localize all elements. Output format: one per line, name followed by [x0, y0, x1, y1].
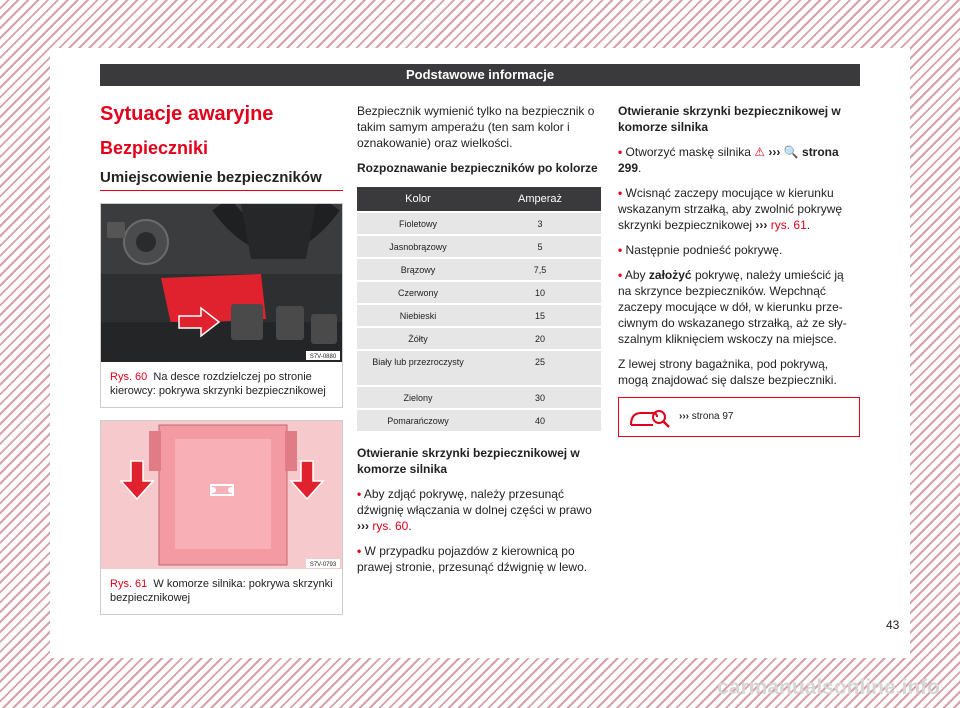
bullet-item: [357, 543, 601, 575]
fuse-color-table: [357, 185, 601, 433]
dashboard-fuse-cover-image: [101, 204, 342, 362]
bullet-icon: •: [618, 243, 623, 257]
figure-60-caption: [101, 362, 342, 407]
table-cell: 25: [479, 351, 601, 385]
paragraph: Z lewej strony bagażnika, pod pokrywą, mogą znajdować się dalsze bezpieczniki.: [618, 357, 837, 387]
bullet-item: • Wcisnąć zaczepy mocujące w kierunku wskazanym strzałką, aby zwolnić pokrywę skrzynki bezpiecznikowej ››› rys. 61.: [618, 186, 843, 232]
bullet-text: Aby zdjąć pokrywę, należy przesunąć dźwignię włączania w dolnej części w prawo: [357, 487, 592, 517]
page-link[interactable]: strona 97: [691, 411, 734, 422]
bullet-text: pokrywę, należy umieścić ją na skrzynce bezpieczników. Wepchnąć zaczepy mocujące w dół, w kierunku przeciwnym do wskazanego strzałką, aż ze słyszalnym kliknięciem wskoczy na miejsce.: [618, 268, 847, 346]
table-row: [357, 328, 601, 349]
figure-link[interactable]: rys. 60: [372, 519, 409, 533]
table-header-amperage: Amperaż: [479, 187, 601, 211]
table-row: [357, 351, 601, 385]
bullet-text: W przypadku pojazdów z kierownicą po prawej stronie, przesunąć dźwignię w lewo.: [357, 544, 588, 574]
bullet-icon: •: [618, 145, 623, 159]
page: [50, 48, 910, 658]
table-cell: Żółty: [357, 328, 479, 349]
figure-code: S7V-0793: [309, 562, 337, 568]
table-row: [357, 410, 601, 431]
bullet-item: [618, 242, 860, 258]
chapter-title: Sytuacje awaryjne: [100, 103, 274, 125]
table-cell: 7,5: [479, 259, 601, 280]
table-cell: 20: [479, 328, 601, 349]
reference-arrows: ›››: [357, 519, 369, 533]
figure-link[interactable]: rys. 61: [770, 218, 807, 232]
bullet-text: Następnie podnieść pokrywę.: [625, 243, 783, 257]
bullet-text: Aby: [624, 268, 646, 282]
engine-fuse-cover-image: [101, 421, 342, 569]
bullet-icon: •: [357, 544, 362, 558]
table-cell: Brązowy: [357, 259, 479, 280]
section-heading: Otwieranie skrzynki bezpiecznikowej w komorze silnika: [357, 446, 580, 476]
table-cell: Jasnobrązowy: [357, 236, 479, 257]
bullet-text-bold: założyć: [648, 268, 692, 282]
note-icon: 🔍: [783, 145, 799, 159]
reference-arrows: ›››: [679, 411, 689, 422]
table-row: [357, 259, 601, 280]
table-cell: 3: [479, 213, 601, 234]
page-number: 43: [886, 618, 900, 632]
table-cell: 15: [479, 305, 601, 326]
section-title: Bezpieczniki: [100, 138, 209, 158]
table-cell: Niebieski: [357, 305, 479, 326]
table-cell: Zielony: [357, 387, 479, 408]
page-header: Podstawowe informacje: [100, 64, 860, 86]
table-row: [357, 305, 601, 326]
page-link[interactable]: strona 299: [618, 145, 839, 175]
table-cell: Fioletowy: [357, 213, 479, 234]
figure-label: Rys. 61: [110, 578, 148, 590]
bullet-icon: •: [618, 186, 623, 200]
subsection-title: Umiejscowienie bezpieczników: [100, 169, 343, 191]
bullet-item: • Otworzyć maskę silnika ⚠ ››› 🔍 strona 299.: [618, 145, 839, 175]
figure-code: S7V-0880: [309, 354, 337, 360]
table-row: [357, 282, 601, 303]
bullet-text: Wcisnąć zaczepy mocujące w kierunku wskazanym strzałką, aby zwolnić pokrywę skrzynki bezpiecznikowej: [618, 186, 843, 232]
note-text: [679, 411, 733, 422]
section-heading: Otwieranie skrzynki bezpiecznikowej w komorze silnika: [618, 104, 841, 134]
bullet-item: [618, 267, 860, 347]
warning-icon: ⚠: [754, 145, 766, 159]
table-cell: 10: [479, 282, 601, 303]
bullet-icon: •: [357, 487, 362, 501]
table-cell: 30: [479, 387, 601, 408]
column-right: [618, 103, 860, 437]
reference-arrows: ›››: [755, 218, 768, 232]
table-cell: Biały lub przezroczysty: [357, 351, 479, 385]
figure-caption-text: Na desce rozdzielczej po stronie kierowcy: pokrywa skrzynki bezpiecznikowej: [110, 371, 326, 397]
figure-61: [100, 420, 343, 615]
figure-60: [100, 203, 343, 408]
table-cell: Pomarańczowy: [357, 410, 479, 431]
intro-paragraph: Bezpiecznik wymienić tylko na bezpiecznik o takim samym amperażu (ten sam kolor i oznakowanie) oraz wielkości.: [357, 104, 595, 150]
column-middle: [357, 103, 601, 584]
note-magnifier-icon: [627, 405, 671, 431]
table-title: Rozpoznawanie bezpieczników po kolorze: [357, 161, 598, 175]
figure-label: Rys. 60: [110, 371, 148, 383]
column-left: [100, 103, 343, 627]
table-row: [357, 387, 601, 408]
figure-61-caption: [101, 569, 342, 614]
table-row: [357, 213, 601, 234]
note-box: [618, 397, 860, 437]
bullet-text: Otworzyć maskę silnika: [625, 145, 751, 159]
table-cell: 5: [479, 236, 601, 257]
table-cell: Czerwony: [357, 282, 479, 303]
table-header-color: Kolor: [357, 187, 479, 211]
bullet-icon: •: [618, 268, 623, 282]
table-cell: 40: [479, 410, 601, 431]
table-row: [357, 236, 601, 257]
bullet-item: • Aby zdjąć pokrywę, należy przesunąć dźwignię włączania w dolnej części w prawo ››› rys. 60.: [357, 487, 592, 533]
watermark: carmanualsonline.info: [717, 676, 940, 699]
reference-arrows: ›››: [768, 145, 781, 159]
figure-caption-text: W komorze silnika: pokrywa skrzynki bezpiecznikowej: [110, 578, 333, 604]
